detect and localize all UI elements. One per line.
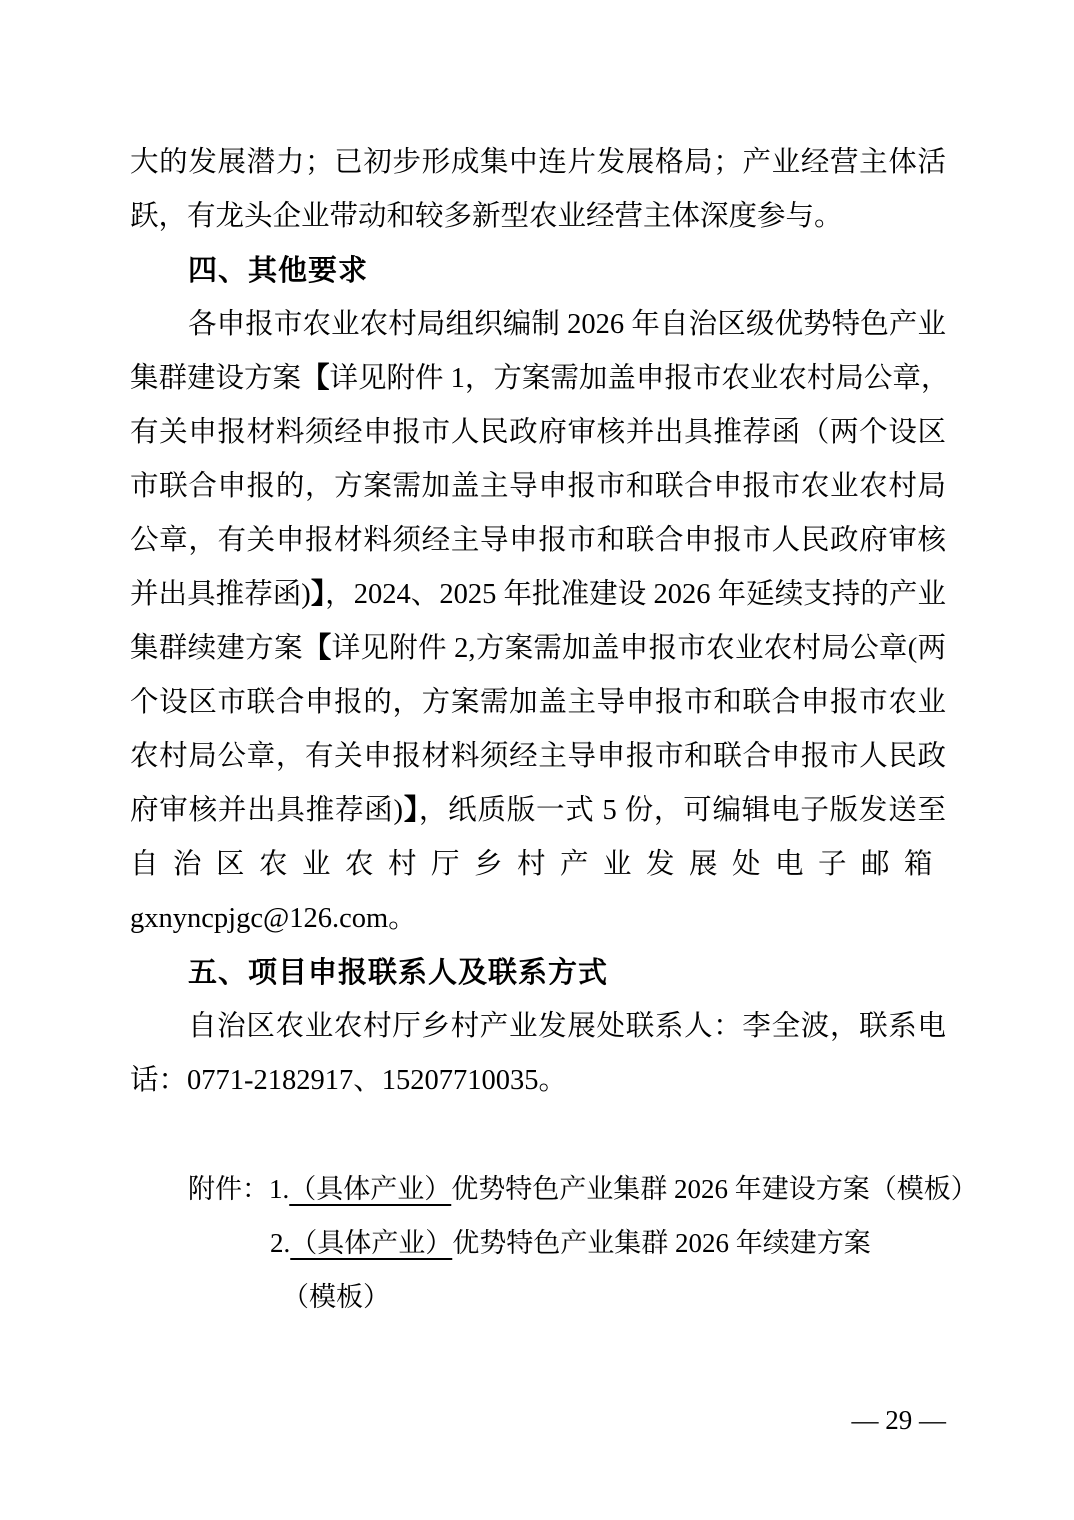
body-line-15 <box>130 1054 946 1108</box>
body-line-14 <box>130 1000 946 1054</box>
text-segment: 四、其他要求 <box>188 255 369 287</box>
text-segment: 自治区农业农村厅乡村产业发展处电子邮箱 <box>130 849 948 880</box>
bold-bracket: 【 <box>302 633 332 664</box>
text-segment: 各申报市农业农村局组织编制 2026 年自治区级优势特色产业 <box>188 309 946 340</box>
text-segment: 自治区农业农村厅乡村产业发展处联系人：李全波，联系电 <box>188 1011 946 1042</box>
blank-line <box>130 1108 946 1162</box>
text-segment: 2. <box>270 1228 291 1258</box>
page-number: — 29 — <box>851 1405 946 1435</box>
underlined-placeholder: （具体产业） <box>290 1228 453 1258</box>
text-segment: 话：0771-2182917、15207710035。 <box>130 1065 567 1096</box>
text-segment: （模板） <box>282 1282 390 1312</box>
text-segment: 集群续建方案 <box>130 633 303 664</box>
underlined-placeholder: （具体产业） <box>289 1174 452 1204</box>
body-line-6 <box>130 460 946 514</box>
text-segment: 附件：1. <box>188 1174 290 1204</box>
body-line-9 <box>130 622 946 676</box>
body-line-5 <box>130 406 946 460</box>
body-line-8 <box>130 568 946 622</box>
email-line <box>130 892 946 946</box>
heading-section-5 <box>130 946 946 1000</box>
attachment-line-3 <box>130 1270 946 1324</box>
attachment-line-1 <box>130 1162 978 1216</box>
body-line-11 <box>130 730 946 784</box>
bold-bracket: 【 <box>301 363 330 394</box>
body-line-2 <box>130 190 946 244</box>
text-segment: 集群建设方案 <box>130 363 302 394</box>
bold-bracket: 】 <box>310 579 326 610</box>
text-segment: gxnyncpjgc@126.com。 <box>130 903 417 934</box>
heading-section-4 <box>130 244 946 298</box>
text-segment: 详见附件 2,方案需加盖申报市农业农村局公章(两 <box>331 633 946 664</box>
attachment-line-2 <box>130 1216 946 1270</box>
body-line-4 <box>130 352 950 406</box>
body-line-10 <box>130 676 946 730</box>
bold-bracket: 】 <box>403 795 419 826</box>
text-segment: 农村局公章，有关申报材料须经主导申报市和联合申报市人民政 <box>130 741 946 772</box>
body-line-13 <box>130 838 961 892</box>
text-segment: 并出具推荐函) <box>130 579 311 610</box>
text-segment: ，2024、2025 年批准建设 2026 年延续支持的产业 <box>325 579 946 610</box>
text-segment: 府审核并出具推荐函) <box>130 795 404 826</box>
text-segment: 大的发展潜力；已初步形成集中连片发展格局；产业经营主体活 <box>130 147 946 178</box>
text-segment: 跃，有龙头企业带动和较多新型农业经营主体深度参与。 <box>130 201 843 232</box>
body-line-1 <box>130 136 946 190</box>
text-segment: 公章，有关申报材料须经主导申报市和联合申报市人民政府审核 <box>130 525 946 556</box>
body-line-12 <box>130 784 946 838</box>
text-segment: ，纸质版一式 5 份，可编辑电子版发送至 <box>418 795 946 826</box>
text-segment: 市联合申报的，方案需加盖主导申报市和联合申报市农业农村局 <box>130 471 946 502</box>
body-line-7 <box>130 514 946 568</box>
text-segment: 五、项目申报联系人及联系方式 <box>188 957 609 989</box>
body-line-3 <box>130 298 946 352</box>
document-body <box>130 136 978 1324</box>
text-segment: 有关申报材料须经申报市人民政府审核并出具推荐函（两个设区 <box>130 417 946 448</box>
text-segment: 个设区市联合申报的，方案需加盖主导申报市和联合申报市农业 <box>130 687 946 718</box>
text-segment: 优势特色产业集群 2026 年建设方案（模板） <box>451 1174 978 1204</box>
text-segment: 详见附件 1，方案需加盖申报市农业农村局公章， <box>329 363 950 394</box>
text-segment: 优势特色产业集群 2026 年续建方案 <box>452 1228 871 1258</box>
